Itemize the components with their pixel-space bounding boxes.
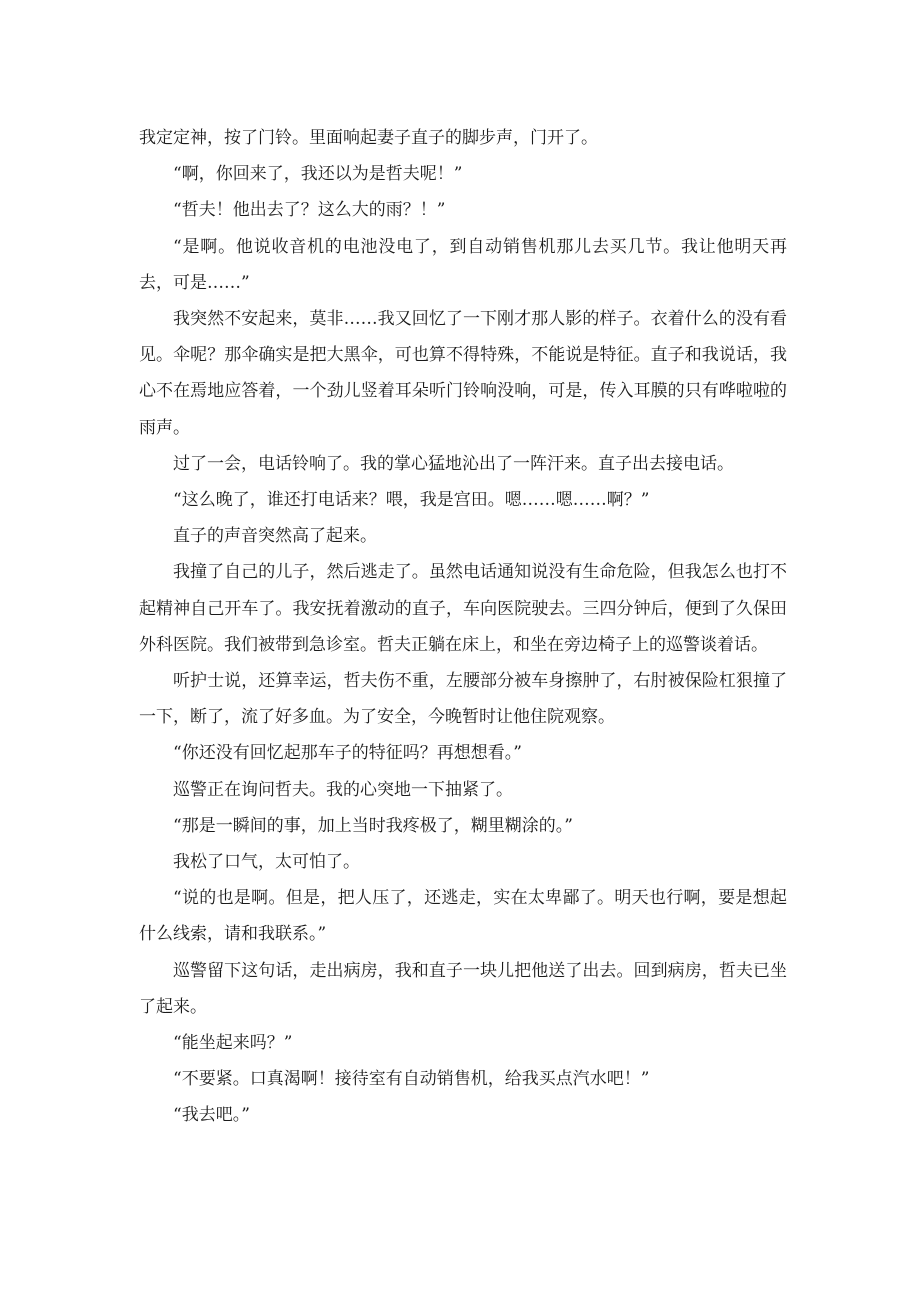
paragraph: 直子的声音突然高了起来。 — [173, 526, 377, 547]
paragraph: 听护士说，还算幸运，哲夫伤不重，左腰部分被车身擦肿了，右肘被保险杠狠撞了一下，断了，流了好多血。为了安全，今晚暂时让他住院观察。 — [139, 671, 787, 728]
paragraph: 过了一会，电话铃响了。我的掌心猛地沁出了一阵汗来。直子出去接电话。 — [173, 453, 734, 474]
paragraph: “啊，你回来了，我还以为是哲夫呢！” — [173, 164, 463, 185]
paragraph: 我撞了自己的儿子，然后逃走了。虽然电话通知说没有生命危险，但我怎么也打不起精神自己开车了。我安抚着激动的直子，车向医院驶去。三四分钟后，便到了久保田外科医院。我们被带到急诊室。哲夫正躺在床上，和坐在旁边椅子上的巡警谈着话。 — [139, 562, 787, 655]
paragraph: “我去吧。” — [173, 1105, 250, 1126]
paragraph: “哲夫！他出去了？这么大的雨？！” — [173, 200, 446, 221]
paragraph: 我突然不安起来，莫非……我又回忆了一下刚才那人影的样子。衣着什么的没有看见。伞呢？那伞确实是把大黑伞，可也算不得特殊，不能说是特征。直子和我说话，我心不在焉地应答着，一个劲儿竖着耳朵听门铃响没响，可是，传入耳膜的只有哗啦啦的雨声。 — [139, 309, 787, 438]
paragraph: 巡警正在询问哲夫。我的心突地一下抽紧了。 — [173, 779, 513, 800]
paragraph: “说的也是啊。但是，把人压了，还逃走，实在太卑鄙了。明天也行啊，要是想起什么线索，请和我联系。” — [139, 888, 787, 945]
paragraph: “那是一瞬间的事，加上当时我疼极了，糊里糊涂的。” — [173, 815, 573, 836]
paragraph: “这么晚了，谁还打电话来？喂，我是宫田。嗯……嗯……啊？” — [173, 490, 650, 511]
paragraph: 我定定神，按了门铃。里面响起妻子直子的脚步声，门开了。 — [139, 128, 598, 148]
body-text — [139, 120, 787, 1134]
paragraph: 我松了口气，太可怕了。 — [173, 852, 360, 873]
paragraph: “不要紧。口真渴啊！接待室有自动销售机，给我买点汽水吧！” — [173, 1069, 650, 1090]
paragraph: 巡警留下这句话，走出病房，我和直子一块儿把他送了出去。回到病房，哲夫已坐了起来。 — [139, 960, 787, 1017]
paragraph: “你还没有回忆起那车子的特征吗？再想想看。” — [173, 743, 522, 764]
paragraph: “能坐起来吗？” — [173, 1033, 293, 1054]
paragraph: “是啊。他说收音机的电池没电了，到自动销售机那儿去买几节。我让他明天再去，可是……” — [139, 236, 787, 293]
